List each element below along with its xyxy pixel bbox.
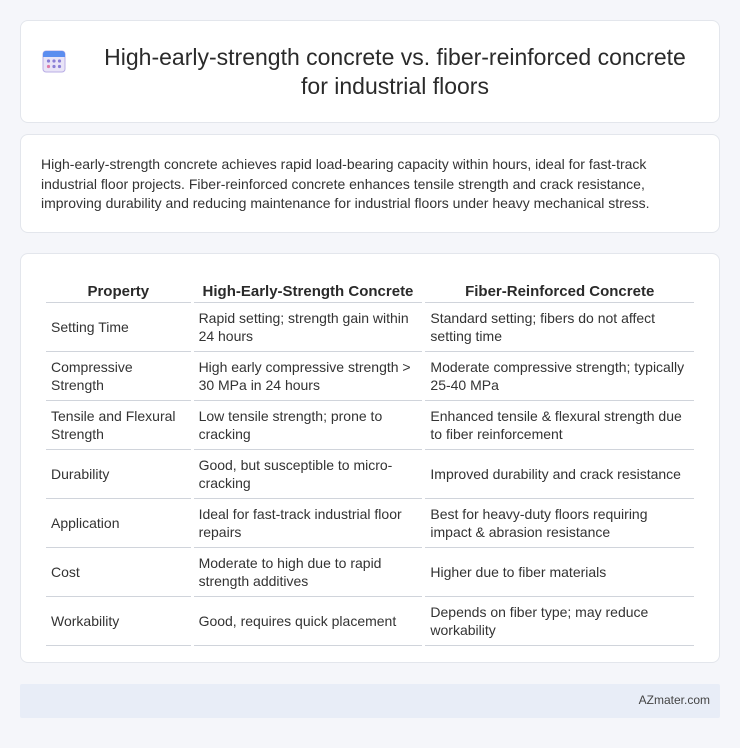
table-cell-fiber: Improved durability and crack resistance bbox=[425, 450, 694, 499]
table-cell-property: Application bbox=[46, 499, 191, 548]
table-cell-property: Cost bbox=[46, 548, 191, 597]
table-cell-high-early: Good, requires quick placement bbox=[194, 597, 423, 646]
column-header-fiber-reinforced: Fiber-Reinforced Concrete bbox=[425, 274, 694, 303]
summary-card bbox=[20, 134, 720, 233]
table-cell-fiber: Enhanced tensile & flexural strength due to fiber reinforcement bbox=[425, 401, 694, 450]
table-cell-fiber: Best for heavy-duty floors requiring impact & abrasion resistance bbox=[425, 499, 694, 548]
table-header-row bbox=[46, 274, 694, 303]
table-row bbox=[46, 352, 694, 401]
table-cell-high-early: Rapid setting; strength gain within 24 hours bbox=[194, 303, 423, 352]
page-title: High-early-strength concrete vs. fiber-reinforced concrete for industrial floors bbox=[104, 43, 686, 99]
table-cell-high-early: Ideal for fast-track industrial floor repairs bbox=[194, 499, 423, 548]
comparison-table bbox=[43, 274, 697, 646]
column-header-property: Property bbox=[46, 274, 191, 303]
table-cell-property: Setting Time bbox=[46, 303, 191, 352]
table-row bbox=[46, 597, 694, 646]
title-card bbox=[20, 20, 720, 123]
table-cell-high-early: Good, but susceptible to micro-cracking bbox=[194, 450, 423, 499]
table-row bbox=[46, 499, 694, 548]
summary-text: High-early-strength concrete achieves rapid load-bearing capacity within hours, ideal for fast-track industrial floor projects. Fiber-reinforced concrete enhances tensile strength and crack resistance, improving durability and reducing maintenance for industrial floors under heavy mechanical stress. bbox=[41, 156, 650, 211]
column-header-high-early-strength: High-Early-Strength Concrete bbox=[194, 274, 423, 303]
calendar-grid-icon bbox=[41, 48, 67, 74]
table-cell-fiber: Standard setting; fibers do not affect setting time bbox=[425, 303, 694, 352]
footer-site-name[interactable]: AZmater.com bbox=[638, 693, 710, 707]
table-cell-fiber: Moderate compressive strength; typically 25-40 MPa bbox=[425, 352, 694, 401]
table-cell-high-early: High early compressive strength > 30 MPa in 24 hours bbox=[194, 352, 423, 401]
table-cell-property: Workability bbox=[46, 597, 191, 646]
table-row bbox=[46, 303, 694, 352]
table-cell-high-early: Moderate to high due to rapid strength additives bbox=[194, 548, 423, 597]
table-row bbox=[46, 548, 694, 597]
table-cell-fiber: Higher due to fiber materials bbox=[425, 548, 694, 597]
title-wrap bbox=[21, 21, 719, 122]
table-row bbox=[46, 401, 694, 450]
table-cell-property: Compressive Strength bbox=[46, 352, 191, 401]
comparison-table-card bbox=[20, 253, 720, 663]
table-cell-high-early: Low tensile strength; prone to cracking bbox=[194, 401, 423, 450]
footer-bar bbox=[20, 684, 720, 718]
table-cell-fiber: Depends on fiber type; may reduce workability bbox=[425, 597, 694, 646]
table-cell-property: Durability bbox=[46, 450, 191, 499]
table-cell-property: Tensile and Flexural Strength bbox=[46, 401, 191, 450]
table-row bbox=[46, 450, 694, 499]
